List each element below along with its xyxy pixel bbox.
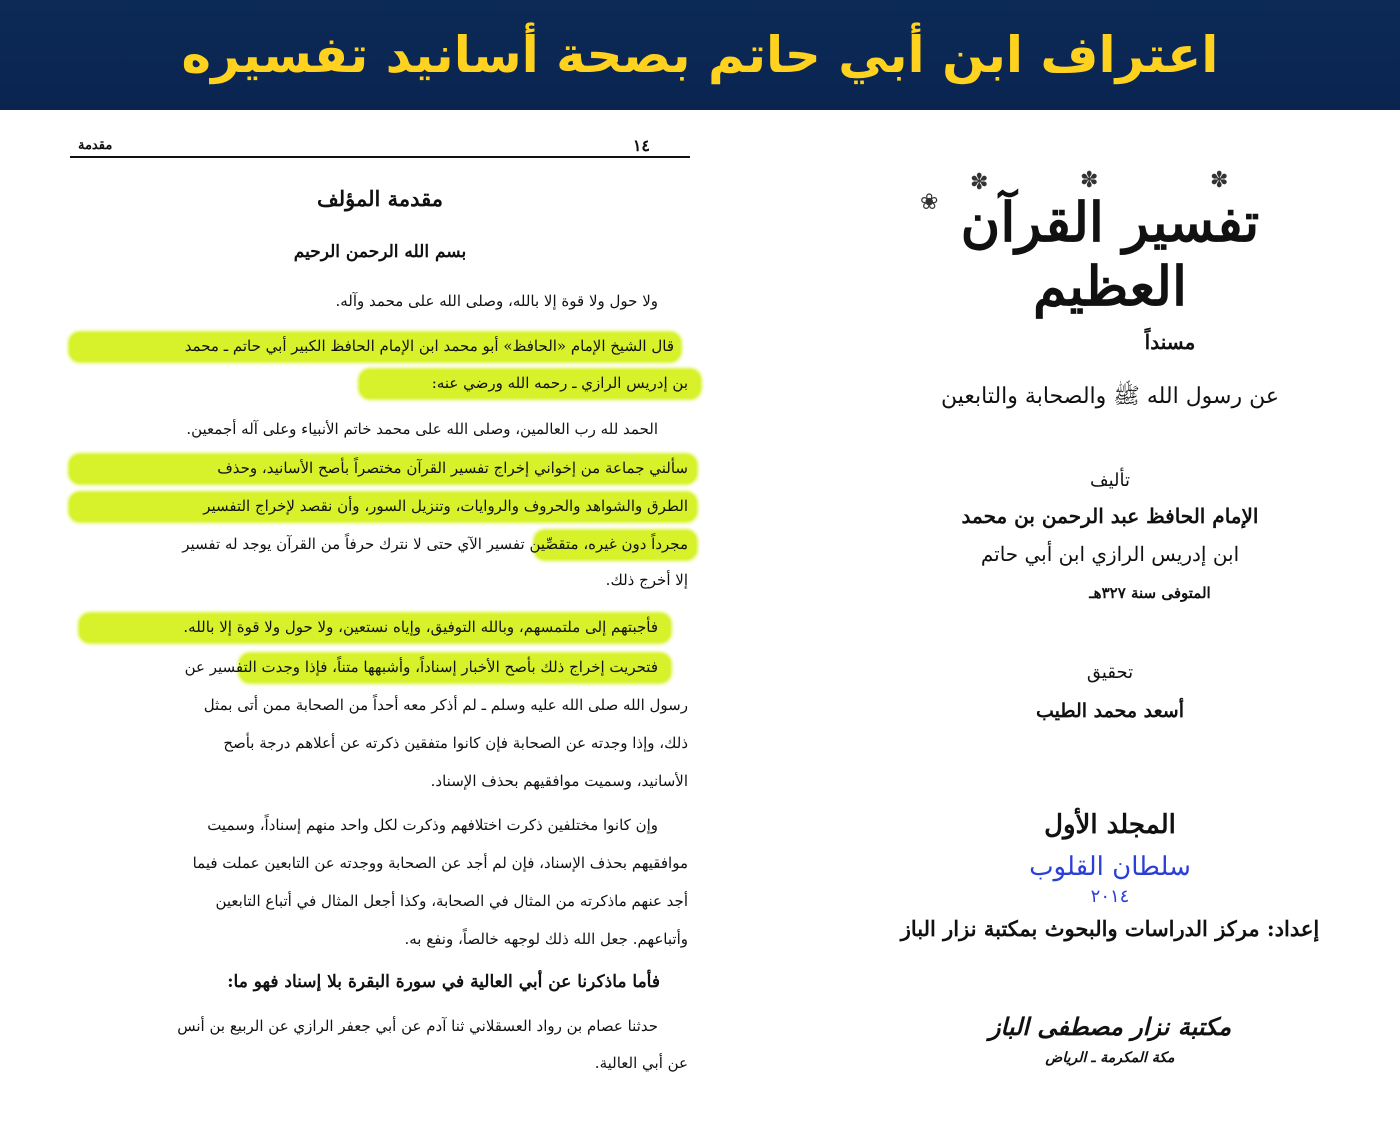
scanned-title-page [880,150,1340,1100]
subheading: فأما ماذكرنا عن أبي العالية في سورة البقرة بلا إسناد فهو ما: [227,972,660,992]
ornament-icon: ❀ [920,190,939,215]
watermark-year: ٢٠١٤ [1090,886,1130,907]
author-line-2: ابن إدريس الرازي ابن أبي حاتم [980,542,1240,566]
editor-name: أسعد محمد الطيب [1035,700,1184,722]
text-line: موافقيهم بحذف الإسناد، فإن لم أجد عن الصحابة ووجدته عن التابعين عملت فيما [192,854,688,872]
text-line: عن أبي العالية. [594,1054,688,1072]
page-number: ١٤ [632,136,650,155]
text-line: فتحريت إخراج ذلك بأصح الأخبار إسناداً، وأشبهها متناً، فإذا وجدت التفسير عن [184,658,658,676]
banner-title: اعتراف ابن أبي حاتم بصحة أسانيد تفسيره [181,26,1219,84]
tahqiq-label: تحقيق [1086,662,1134,683]
musnad-label: مسنداً [1144,330,1196,354]
text-line: الأسانيد، وسميت موافقيهم بحذف الإسناد. [430,772,688,790]
text-line: قال الشيخ الإمام «الحافظ» أبو محمد ابن الإمام الحافظ الكبير أبي حاتم ـ محمد [184,337,674,355]
basmala: بسم الله الرحمن الرحيم [293,242,467,262]
publisher-name: مكتبة نزار مصطفى الباز [988,1012,1232,1041]
author-death-date: المتوفى سنة ٣٢٧هـ [1089,584,1211,602]
text-line: بن إدريس الرازي ـ رحمه الله ورضي عنه: [431,374,688,392]
text-line: وإن كانوا مختلفين ذكرت اختلافهم وذكرت لكل واحد منهم إسناداً، وسميت [207,816,658,834]
text-line: ولا حول ولا قوة إلا بالله، وصلى الله على محمد وآله. [335,292,658,310]
author-line-1: الإمام الحافظ عبد الرحمن بن محمد [961,504,1259,528]
ornament-icon: ✽ [1080,168,1099,193]
authorship-label: تأليف [1089,470,1131,491]
volume-label: المجلد الأول [1044,810,1176,840]
text-line: سألني جماعة من إخواني إخراج تفسير القرآن مختصراً بأصح الأسانيد، وحذف [217,459,688,477]
text-line: إلا أخرج ذلك. [605,571,688,589]
text-line: الطرق والشواهد والحروف والروايات، وتنزيل السور، وأن نقصد لإخراج التفسير [203,497,688,515]
title-banner [0,0,1400,110]
page-heading: مقدمة المؤلف [316,186,444,211]
book-title: تفسير القرآن العظيم [960,190,1260,318]
book-subtitle: عن رسول الله ﷺ والصحابة والتابعين [941,384,1279,409]
page-section-label: مقدمة [78,138,113,153]
text-line: حدثنا عصام بن رواد العسقلاني ثنا آدم عن أبي جعفر الرازي عن الربيع بن أنس [177,1017,658,1035]
publisher-city: مكة المكرمة ـ الرياض [1045,1050,1175,1066]
scanned-page-introduction [70,118,690,1118]
running-head [70,128,690,158]
text-line: أجد عنهم ماذكرته من المثال في الصحابة، وكذا أجعل المثال في أتباع التابعين [215,892,688,910]
ornament-icon: ✽ [1210,168,1229,193]
text-line: ذلك، وإذا وجدته عن الصحابة فإن كانوا متفقين ذكرته عن أعلاهم درجة بأصح [223,734,688,752]
text-line: فأجبتهم إلى ملتمسهم، وبالله التوفيق، وإياه نستعين، ولا حول ولا قوة إلا بالله. [183,618,658,636]
text-line: رسول الله صلى الله عليه وسلم ـ لم أذكر معه أحداً من الصحابة ممن أتى بمثل [203,696,688,714]
text-line: مجرداً دون غيره، متقصِّين تفسير الآي حتى لا نترك حرفاً من القرآن يوجد له تفسير [182,535,688,553]
prepared-by: إعداد: مركز الدراسات والبحوث بمكتبة نزار الباز [900,916,1320,941]
text-line: الحمد لله رب العالمين، وصلى الله على محمد خاتم الأنبياء وعلى آله أجمعين. [186,420,658,438]
text-line: وأتباعهم. جعل الله ذلك لوجهه خالصاً، ونفع به. [404,930,688,948]
watermark-stamp: سلطان القلوب [1029,852,1191,882]
ornament-icon: ✽ [970,170,989,195]
